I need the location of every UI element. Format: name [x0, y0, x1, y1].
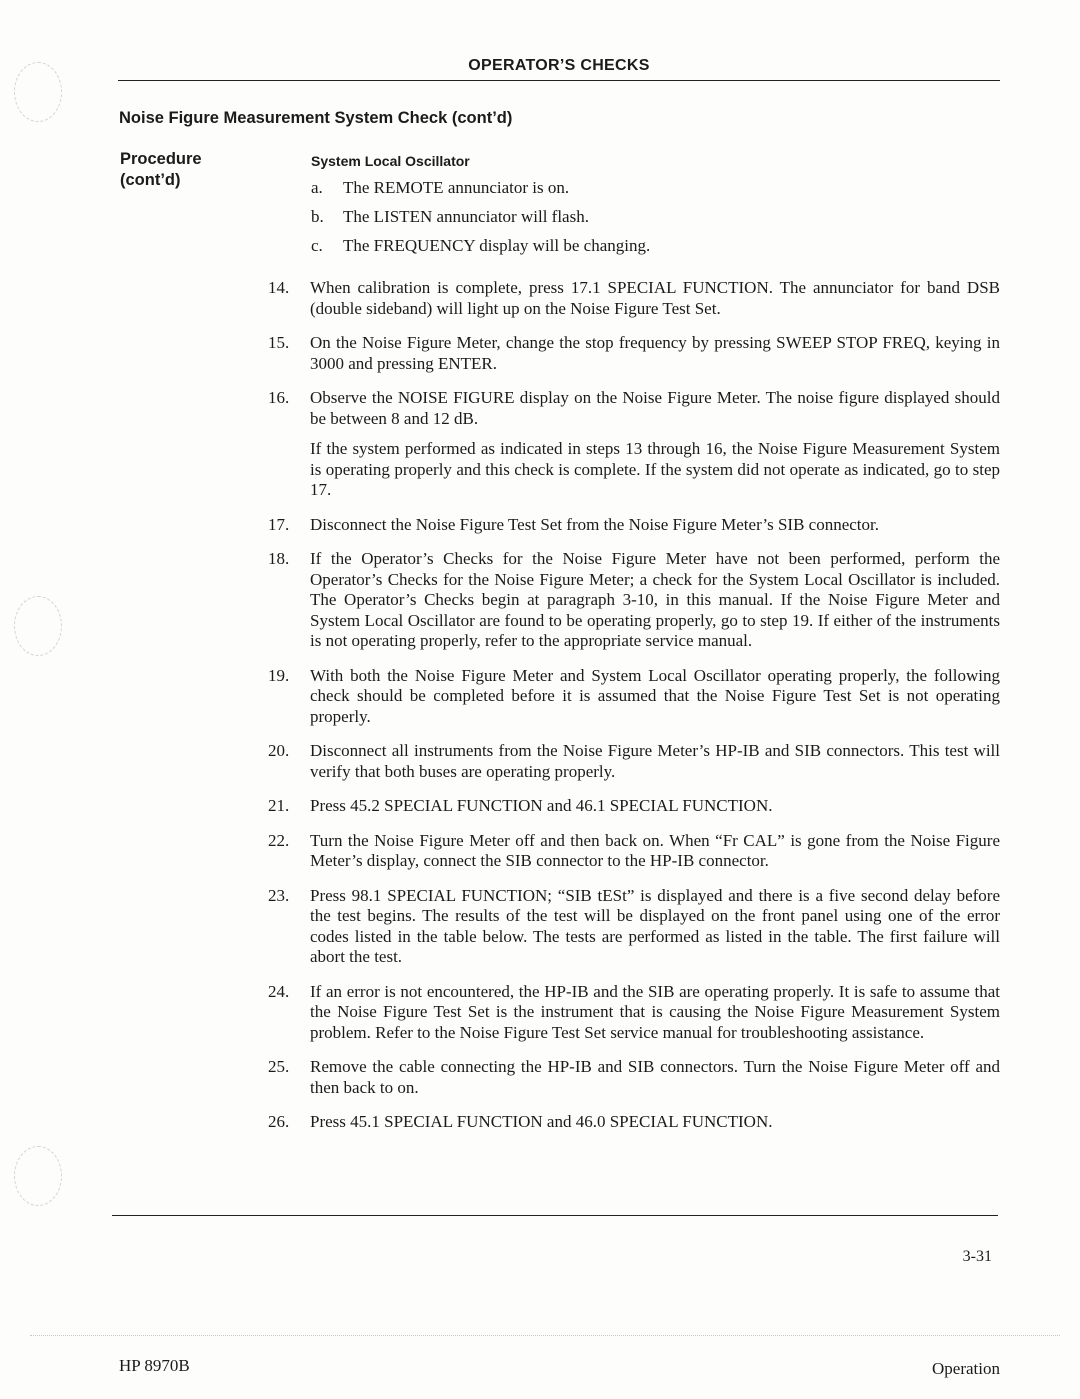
header-rule [118, 80, 1000, 81]
step-text: Remove the cable connecting the HP-IB and SIB connectors. Turn the Noise Figure Meter off and then back to on. [310, 1057, 1000, 1097]
substep-letter: a. [311, 178, 323, 197]
subheading: System Local Oscillator [311, 153, 470, 169]
step-text: Disconnect all instruments from the Noise Figure Meter’s HP-IB and SIB connectors. This test will verify that both buses are operating properly. [310, 741, 1000, 781]
side-label-line-2: (cont’d) [120, 171, 181, 189]
step-text: Press 45.1 SPECIAL FUNCTION and 46.0 SPECIAL FUNCTION. [310, 1112, 773, 1131]
footer-rule [112, 1215, 998, 1216]
step-text: Observe the NOISE FIGURE display on the Noise Figure Meter. The noise figure displayed should be between 8 and 12 dB. [310, 388, 1000, 428]
step-item [268, 333, 1000, 374]
step-number: 16. [268, 388, 290, 407]
step-number: 24. [268, 981, 290, 1001]
substep-letter: c. [311, 236, 323, 255]
step-16-note: If the system performed as indicated in steps 13 through 16, the Noise Figure Measurement System is operating properly and this check is complete. If the system did not operate as indicated, go to step 17. [310, 439, 1000, 499]
binder-hole-middle [14, 596, 62, 656]
page-header: OPERATOR’S CHECKS [468, 57, 650, 74]
step-text: With both the Noise Figure Meter and System Local Oscillator operating properly, the following check should be completed before it is assumed that the Noise Figure Test Set is not operating properly. [310, 665, 1000, 726]
substep-item [311, 178, 1001, 207]
step-text: Disconnect the Noise Figure Test Set from the Noise Figure Meter’s SIB connector. [310, 514, 879, 534]
step-number: 19. [268, 665, 290, 685]
substep-item [311, 236, 1001, 265]
side-label [120, 149, 202, 191]
page-edge-line [30, 1335, 1060, 1336]
step-number: 21. [268, 796, 290, 815]
side-label-line-1: Procedure [120, 150, 202, 168]
footer-model: HP 8970B [119, 1356, 190, 1375]
step-item [268, 886, 1000, 968]
step-item [268, 388, 1000, 429]
step-item [268, 515, 1000, 536]
step-item [268, 666, 1000, 728]
step-item [268, 831, 1000, 872]
step-text: Turn the Noise Figure Meter off and then back on. When “Fr CAL” is gone from the Noise Figure Meter’s display, connect the SIB connector to the HP-IB connector. [310, 830, 1000, 870]
step-number: 22. [268, 830, 290, 850]
step-item [268, 741, 1000, 782]
substep-text: The REMOTE annunciator is on. [343, 178, 570, 197]
step-list [268, 278, 1000, 1147]
step-number: 14. [268, 278, 290, 297]
step-number: 17. [268, 514, 290, 534]
step-text: On the Noise Figure Meter, change the stop frequency by pressing SWEEP STOP FREQ, keying in 3000 and pressing ENTER. [310, 333, 1000, 373]
step-item [268, 1112, 1000, 1133]
substep-list [311, 178, 1001, 265]
step-item [268, 982, 1000, 1044]
step-item [268, 796, 1000, 817]
step-number: 18. [268, 549, 290, 568]
step-number: 20. [268, 741, 290, 760]
step-text: Press 45.2 SPECIAL FUNCTION and 46.1 SPECIAL FUNCTION. [310, 796, 773, 815]
footer-section: Operation [932, 1359, 1000, 1378]
step-text: When calibration is complete, press 17.1 SPECIAL FUNCTION. The annunciator for band DSB (double sideband) will light up on the Noise Figure Test Set. [310, 278, 1000, 318]
page-number: 3-31 [962, 1248, 992, 1265]
step-text: If the Operator’s Checks for the Noise Figure Meter have not been performed, perform the Operator’s Checks for the Noise Figure Meter; a check for the System Local Oscillator is included. The Operator’s Checks begin at paragraph 3-10, in this manual. If the Noise Figure Meter and System Local Oscillator are found to be operating properly, go to step 19. If either of the instruments is not operating properly, refer to the appropriate service manual. [310, 549, 1000, 650]
step-item [268, 549, 1000, 652]
step-item [268, 1057, 1000, 1098]
step-number: 25. [268, 1057, 290, 1076]
step-text: Press 98.1 SPECIAL FUNCTION; “SIB tESt” is displayed and there is a five second delay before the test begins. The results of the test will be displayed on the front panel using one of the error codes listed in the table below. The tests are performed as listed in the table. The first failure will abort the test. [310, 885, 1000, 966]
substep-text: The LISTEN annunciator will flash. [343, 207, 589, 226]
binder-hole-top [14, 62, 62, 122]
substep-item [311, 207, 1001, 236]
step-number: 23. [268, 885, 290, 905]
step-text: If an error is not encountered, the HP-IB and the SIB are operating properly. It is safe to assume that the Noise Figure Test Set is the instrument that is causing the Noise Figure Measurement System problem. Refer to the Noise Figure Test Set service manual for troubleshooting assistance. [310, 981, 1000, 1042]
substep-letter: b. [311, 207, 324, 226]
substep-text: The FREQUENCY display will be changing. [343, 236, 651, 255]
step-number: 15. [268, 333, 290, 352]
step-item [268, 278, 1000, 319]
section-title: Noise Figure Measurement System Check (cont’d) [119, 109, 513, 127]
binder-hole-bottom [14, 1146, 62, 1206]
step-number: 26. [268, 1112, 290, 1131]
